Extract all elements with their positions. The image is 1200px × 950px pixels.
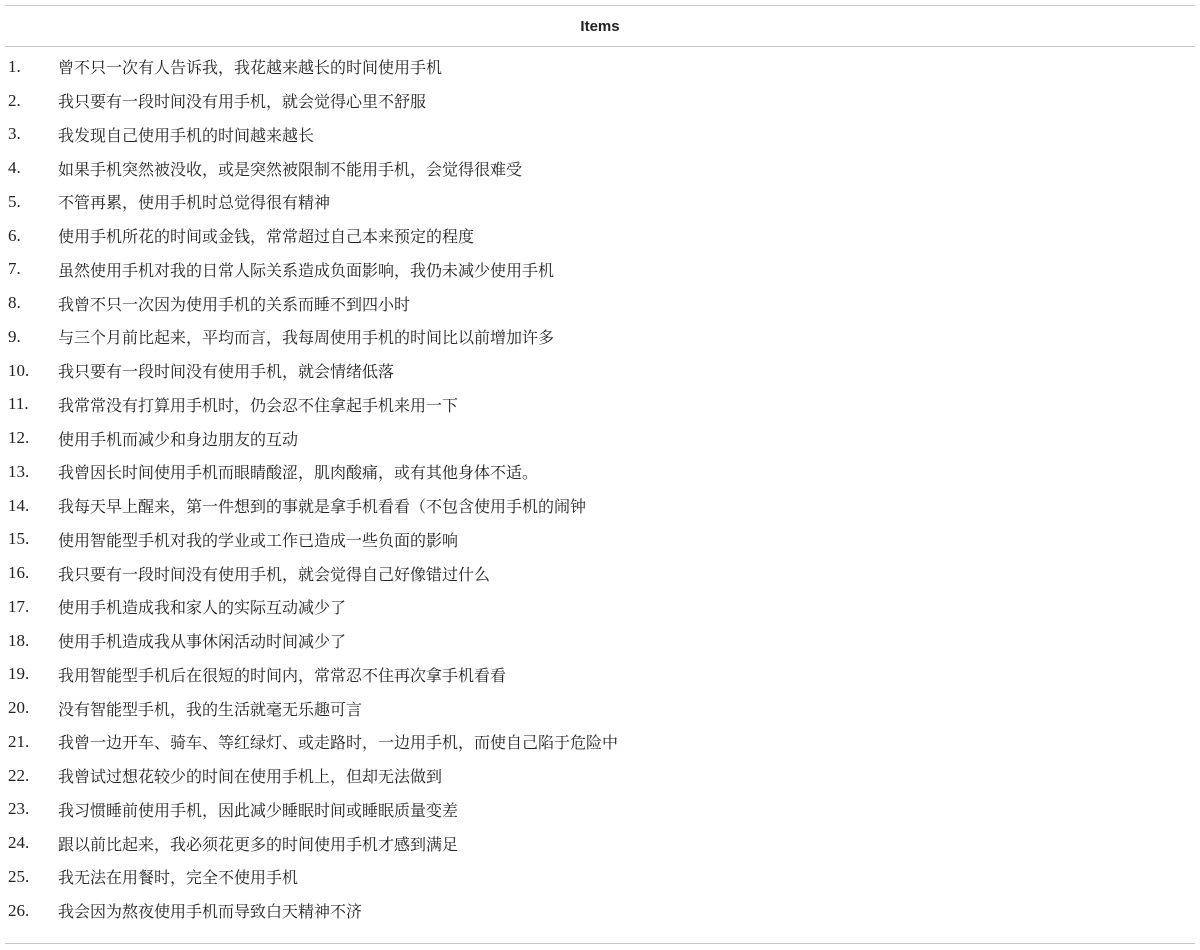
table-row — [5, 691, 1195, 725]
item-text: 我曾不只一次因为使用手机的关系而睡不到四小时 — [58, 294, 411, 314]
item-number: 20. — [8, 698, 30, 718]
item-number: 18. — [8, 630, 30, 650]
item-text: 使用手机造成我和家人的实际互动减少了 — [58, 598, 347, 618]
table-row — [5, 590, 1195, 624]
item-number: 16. — [8, 563, 30, 583]
table-body — [5, 47, 1195, 928]
item-text: 我只要有一段时间没有用手机，就会觉得心里不舒服 — [58, 92, 427, 112]
item-number: 7. — [8, 259, 21, 279]
table-row — [5, 624, 1195, 658]
table-row — [5, 725, 1195, 759]
table-row — [5, 489, 1195, 523]
item-number: 25. — [8, 866, 30, 886]
item-text: 使用手机而减少和身边朋友的互动 — [58, 429, 299, 449]
table-row — [5, 894, 1195, 928]
item-number: 8. — [8, 293, 21, 313]
item-number: 3. — [8, 124, 21, 144]
item-number: 19. — [8, 664, 30, 684]
table-row — [5, 523, 1195, 557]
table-row — [5, 50, 1195, 84]
item-number: 12. — [8, 428, 30, 448]
table-bottom-rule — [5, 943, 1195, 944]
item-text: 我常常没有打算用手机时，仍会忍不住拿起手机来用一下 — [58, 395, 459, 415]
item-text: 使用手机所花的时间或金钱，常常超过自己本来预定的程度 — [58, 227, 475, 247]
item-text: 我发现自己使用手机的时间越来越长 — [58, 125, 315, 145]
item-text: 与三个月前比起来，平均而言，我每周使用手机的时间比以前增加许多 — [58, 328, 555, 348]
table-row — [5, 860, 1195, 894]
table-row — [5, 151, 1195, 185]
item-text: 我只要有一段时间没有使用手机，就会情绪低落 — [58, 362, 395, 382]
item-text: 没有智能型手机，我的生活就毫无乐趣可言 — [58, 699, 363, 719]
item-number: 23. — [8, 799, 30, 819]
item-number: 2. — [8, 90, 21, 110]
table-header — [5, 6, 1195, 47]
item-number: 17. — [8, 596, 30, 616]
table-row — [5, 253, 1195, 287]
table-row — [5, 185, 1195, 219]
item-text: 跟以前比起来，我必须花更多的时间使用手机才感到满足 — [58, 834, 459, 854]
table-row — [5, 84, 1195, 118]
item-number: 5. — [8, 191, 21, 211]
item-text: 如果手机突然被没收，或是突然被限制不能用手机，会觉得很难受 — [58, 159, 523, 179]
item-text: 我习惯睡前使用手机，因此减少睡眠时间或睡眠质量变差 — [58, 800, 459, 820]
item-number: 26. — [8, 900, 30, 920]
item-text: 曾不只一次有人告诉我，我花越来越长的时间使用手机 — [58, 58, 443, 78]
item-text: 我会因为熬夜使用手机而导致白天精神不济 — [58, 902, 363, 922]
item-number: 22. — [8, 765, 30, 785]
table-row — [5, 759, 1195, 793]
table-row — [5, 658, 1195, 692]
item-number: 21. — [8, 731, 30, 751]
table-row — [5, 118, 1195, 152]
item-text: 虽然使用手机对我的日常人际关系造成负面影响，我仍未减少使用手机 — [58, 260, 555, 280]
table-row — [5, 556, 1195, 590]
table-row — [5, 826, 1195, 860]
item-number: 11. — [8, 394, 29, 414]
item-number: 13. — [8, 461, 30, 481]
item-number: 15. — [8, 529, 30, 549]
item-number: 10. — [8, 360, 30, 380]
table-row — [5, 793, 1195, 827]
item-number: 4. — [8, 158, 21, 178]
item-text: 我无法在用餐时，完全不使用手机 — [58, 868, 299, 888]
table-row — [5, 320, 1195, 354]
item-number: 9. — [8, 326, 21, 346]
table-row — [5, 388, 1195, 422]
item-text: 我每天早上醒来，第一件想到的事就是拿手机看看（不包含使用手机的闹钟 — [58, 497, 587, 517]
column-header-items: Items — [580, 17, 620, 35]
table-row — [5, 219, 1195, 253]
item-text: 我曾试过想花较少的时间在使用手机上，但却无法做到 — [58, 767, 443, 787]
item-text: 我曾因长时间使用手机而眼睛酸涩，肌肉酸痛，或有其他身体不适。 — [58, 463, 539, 483]
item-number: 1. — [8, 56, 21, 76]
table-row — [5, 286, 1195, 320]
item-text: 使用手机造成我从事休闲活动时间减少了 — [58, 632, 347, 652]
table-row — [5, 455, 1195, 489]
item-number: 6. — [8, 225, 21, 245]
item-number: 14. — [8, 495, 30, 515]
table-row — [5, 421, 1195, 455]
item-text: 我曾一边开车、骑车、等红绿灯、或走路时，一边用手机，而使自己陷于危险中 — [58, 733, 619, 753]
item-text: 使用智能型手机对我的学业或工作已造成一些负面的影响 — [58, 530, 459, 550]
table-row — [5, 354, 1195, 388]
item-text: 我只要有一段时间没有使用手机，就会觉得自己好像错过什么 — [58, 564, 491, 584]
items-table — [5, 5, 1195, 928]
item-text: 我用智能型手机后在很短的时间内，常常忍不住再次拿手机看看 — [58, 665, 507, 685]
item-text: 不管再累，使用手机时总觉得很有精神 — [58, 193, 331, 213]
item-number: 24. — [8, 833, 30, 853]
